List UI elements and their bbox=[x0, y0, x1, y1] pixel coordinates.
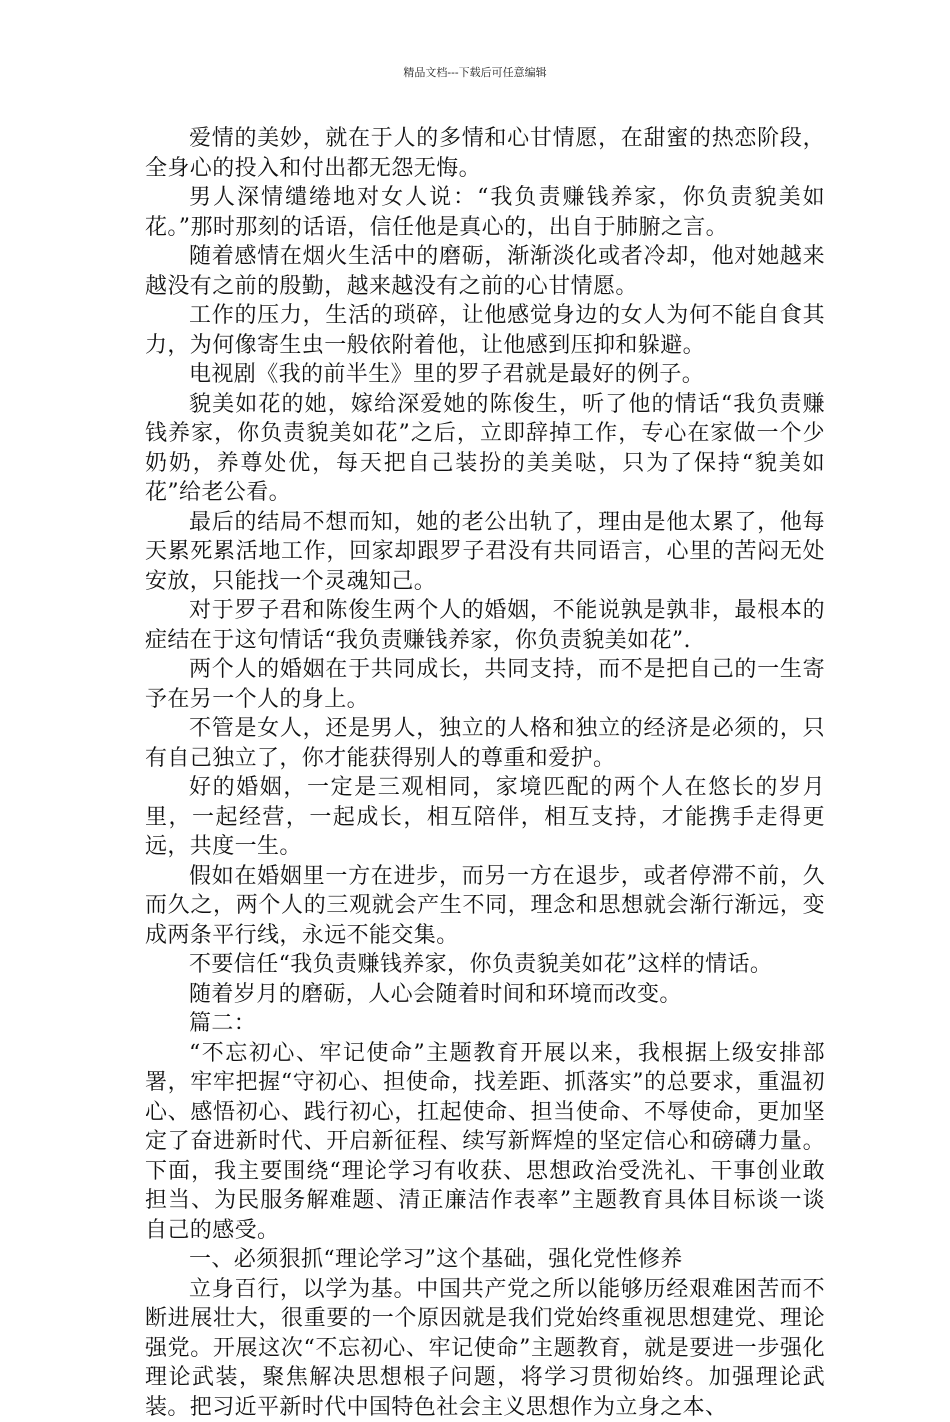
article-body bbox=[145, 124, 825, 1422]
paragraph: 对于罗子君和陈俊生两个人的婚姻，不能说孰是孰非，最根本的症结在于这句情话“我负责赚钱养家，你负责貌美如花”. bbox=[145, 596, 825, 655]
paragraph: 假如在婚姻里一方在进步，而另一方在退步，或者停滞不前，久而久之，两个人的三观就会产生不同，理念和思想就会渐行渐远，变成两条平行线，永远不能交集。 bbox=[145, 862, 825, 951]
paragraph: 不要信任“我负责赚钱养家，你负责貌美如花”这样的情话。 bbox=[145, 950, 825, 980]
paragraph: “不忘初心、牢记使命”主题教育开展以来，我根据上级安排部署，牢牢把握“守初心、担使命，找差距、抓落实”的总要求，重温初心、感悟初心、践行初心，扛起使命、担当使命、不辱使命，更加坚定了奋进新时代、开启新征程、续写新辉煌的坚定信心和磅礴力量。下面，我主要围绕“理论学习有收获、思想政治受洗礼、干事创业敢担当、为民服务解难题、清正廉洁作表率”主题教育具体目标谈一谈自己的感受。 bbox=[145, 1039, 825, 1246]
paragraph: 貌美如花的她，嫁给深爱她的陈俊生，听了他的情话“我负责赚钱养家，你负责貌美如花”之后，立即辞掉工作，专心在家做一个少奶奶，养尊处优，每天把自己装扮的美美哒，只为了保持“貌美如花”给老公看。 bbox=[145, 390, 825, 508]
section-heading: 篇二： bbox=[145, 1009, 825, 1039]
page-header: 精品文档---下载后可任意编辑 bbox=[0, 66, 950, 80]
paragraph: 两个人的婚姻在于共同成长，共同支持，而不是把自己的一生寄予在另一个人的身上。 bbox=[145, 655, 825, 714]
paragraph: 好的婚姻，一定是三观相同，家境匹配的两个人在悠长的岁月里，一起经营，一起成长，相互陪伴，相互支持，才能携手走得更远，共度一生。 bbox=[145, 773, 825, 862]
paragraph: 随着感情在烟火生活中的磨砺，渐渐淡化或者冷却，他对她越来越没有之前的殷勤，越来越没有之前的心甘情愿。 bbox=[145, 242, 825, 301]
paragraph: 立身百行，以学为基。中国共产党之所以能够历经艰难困苦而不断进展壮大，很重要的一个原因就是我们党始终重视思想建党、理论强党。开展这次“不忘初心、牢记使命”主题教育，就是要进一步强化理论武装，聚焦解决思想根子问题，将学习贯彻始终。加强理论武装。把习近平新时代中国特色社会主义思想作为立身之本、 bbox=[145, 1275, 825, 1422]
paragraph: 不管是女人，还是男人，独立的人格和独立的经济是必须的，只有自己独立了，你才能获得别人的尊重和爱护。 bbox=[145, 714, 825, 773]
paragraph: 爱情的美妙，就在于人的多情和心甘情愿，在甜蜜的热恋阶段，全身心的投入和付出都无怨无悔。 bbox=[145, 124, 825, 183]
paragraph: 随着岁月的磨砺，人心会随着时间和环境而改变。 bbox=[145, 980, 825, 1010]
paragraph: 工作的压力，生活的琐碎，让他感觉身边的女人为何不能自食其力，为何像寄生虫一般依附着他，让他感到压抑和躲避。 bbox=[145, 301, 825, 360]
paragraph: 电视剧《我的前半生》里的罗子君就是最好的例子。 bbox=[145, 360, 825, 390]
section-heading: 一、必须狠抓“理论学习”这个基础，强化党性修养 bbox=[145, 1245, 825, 1275]
paragraph: 男人深情缱绻地对女人说：“我负责赚钱养家，你负责貌美如花。”那时那刻的话语，信任他是真心的，出自于肺腑之言。 bbox=[145, 183, 825, 242]
paragraph: 最后的结局不想而知，她的老公出轨了，理由是他太累了，他每天累死累活地工作，回家却跟罗子君没有共同语言，心里的苦闷无处安放，只能找一个灵魂知己。 bbox=[145, 508, 825, 597]
